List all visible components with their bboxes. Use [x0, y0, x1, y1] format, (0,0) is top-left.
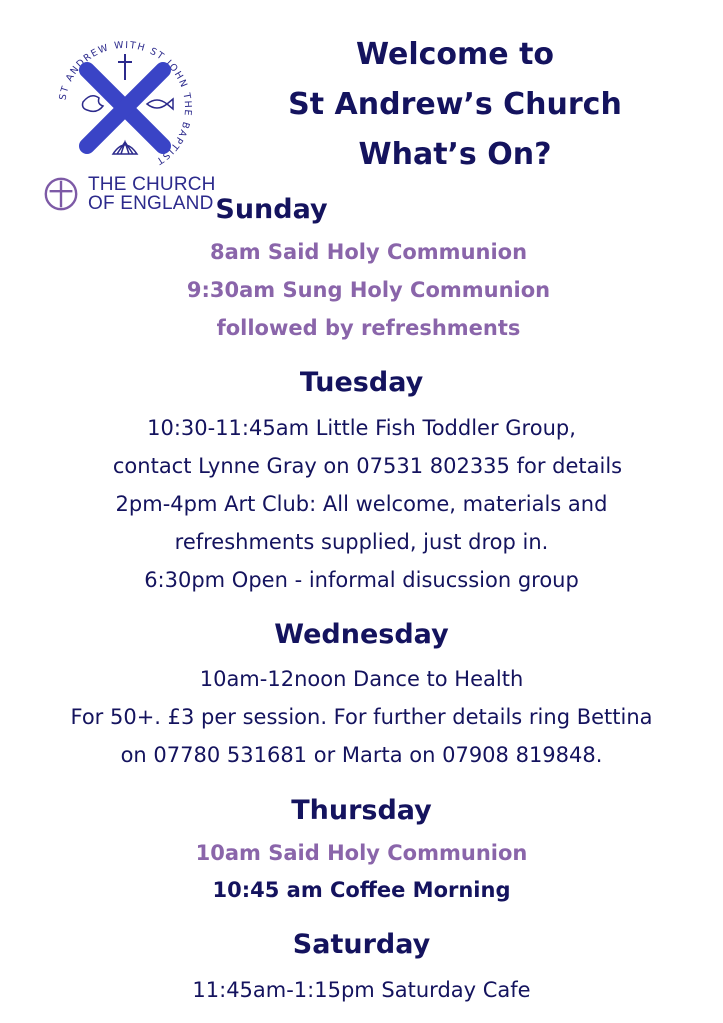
sunday-item: 8am Said Holy Communion	[209, 240, 528, 264]
sunday-item: followed by refreshments	[216, 316, 521, 340]
wednesday-item: 10am-12noon Dance to Health	[199, 667, 524, 691]
dove-icon	[83, 96, 104, 112]
tuesday-item: 6:30pm Open - informal disucssion group	[144, 568, 579, 592]
wednesday-item: For 50+. £3 per session. For further details ring Bettina	[70, 705, 653, 729]
page-title	[255, 30, 655, 180]
saturday-item: 11:45am-1:15pm Saturday Cafe	[192, 978, 531, 1002]
fish-icon	[147, 99, 173, 109]
title-line-1: Welcome to	[355, 37, 555, 72]
coe-line1: THE CHURCH	[88, 174, 216, 195]
saturday-heading: Saturday	[292, 929, 431, 960]
tuesday-item: 2pm-4pm Art Club: All welcome, materials and	[115, 492, 608, 516]
tuesday-item: contact Lynne Gray on 07531 802335 for details	[112, 454, 623, 478]
sunday-item: 9:30am Sung Holy Communion	[186, 278, 551, 302]
tuesday-item: 10:30-11:45am Little Fish Toddler Group,	[147, 416, 576, 440]
wednesday-heading: Wednesday	[274, 619, 449, 650]
tuesday-heading: Tuesday	[299, 367, 424, 398]
shell-icon	[113, 142, 137, 154]
logo-ring-text: ST ANDREW WITH ST JOHN THE BAPTIST	[57, 39, 194, 167]
title-line-2: St Andrew’s Church	[288, 87, 622, 122]
tuesday-item: refreshments supplied, just drop in.	[174, 530, 549, 554]
sunday-heading: Sunday	[215, 194, 328, 225]
title-line-3: What’s On?	[358, 137, 552, 172]
parish-logo	[55, 38, 195, 178]
coe-line2: OF ENGLAND	[88, 193, 214, 214]
thursday-item: 10:45 am Coffee Morning	[212, 878, 511, 902]
wednesday-item: on 07780 531681 or Marta on 07908 819848.	[120, 743, 603, 767]
thursday-heading: Thursday	[291, 795, 432, 826]
thursday-item: 10am Said Holy Communion	[195, 841, 528, 865]
